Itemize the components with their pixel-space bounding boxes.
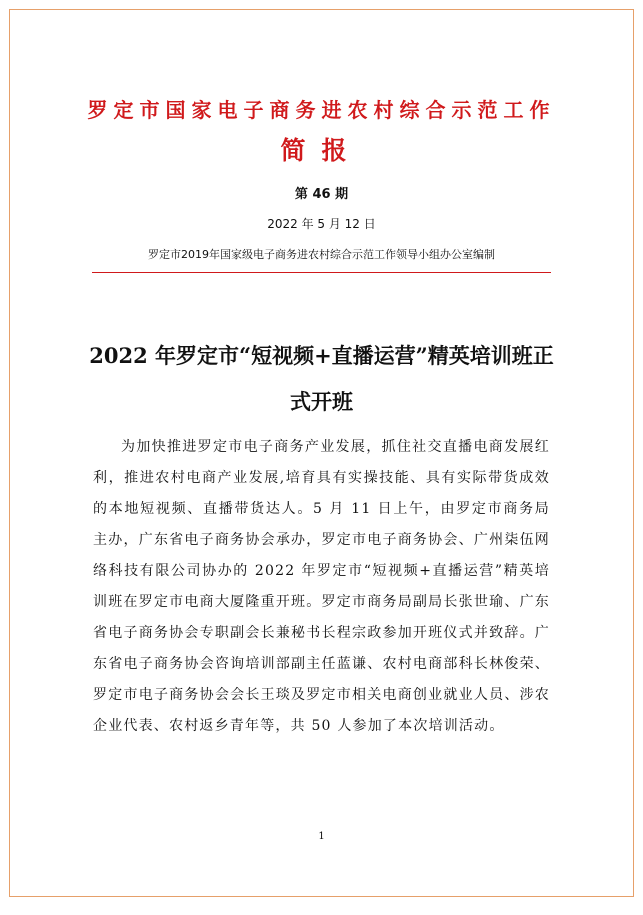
editor-line: 罗定市2019年国家级电子商务进农村综合示范工作领导小组办公室编制 [148, 248, 495, 261]
article-headline: 2022 年罗定市“短视频+直播运营”精英培训班正式开班 [89, 343, 554, 414]
red-divider [92, 272, 551, 273]
bulletin-subtitle: 简报 [280, 136, 363, 165]
document-page [9, 9, 634, 897]
bulletin-title: 罗定市国家电子商务进农村综合示范工作 [87, 98, 556, 122]
article-paragraph: 为加快推进罗定市电子商务产业发展，抓住社交直播电商发展红利，推进农村电商产业发展,培育具有实操技能、具有实际带货成效的本地短视频、直播带货达人。5 月 11 日上午，由罗定市商务局主办，广东省电子商务协会承办，罗定市电子商务协会、广州柒伍网络科技有限公司协办的 2022 年罗定市“短视频+直播运营”精英培训班在罗定市电商大厦隆重开班。罗定市商务局副局长张世瑜、广东省电子商务协会专职副会长兼秘书长程宗政参加开班仪式并致辞。广东省电子商务协会咨询培训部副主任蓝谦、农村电商部科长林俊荣、罗定市电子商务协会会长王琰及罗定市相关电商创业就业人员、涉农企业代表、农村返乡青年等，共 50 人参加了本次培训活动。 [93, 439, 550, 734]
page-number: 1 [318, 831, 325, 842]
issue-date: 2022 年 5 月 12 日 [267, 217, 376, 231]
issue-number: 第 46 期 [294, 187, 349, 202]
